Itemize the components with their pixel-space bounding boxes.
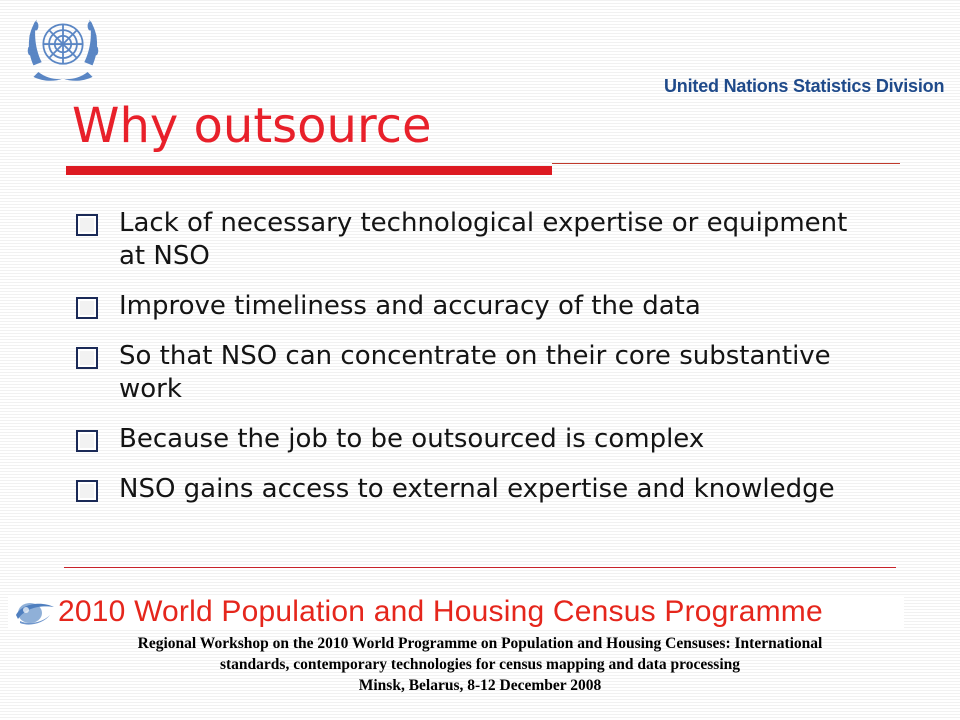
footer-line: standards, contemporary technologies for census mapping and data processing: [219, 656, 740, 673]
footer-divider: [64, 567, 896, 568]
bullet-text: Improve timeliness and accuracy of the data: [119, 291, 701, 321]
bullet-text: Lack of necessary technological expertise or equipment at NSO: [119, 208, 848, 271]
bullet-item: [76, 423, 856, 456]
bullet-list: [76, 207, 856, 523]
footer-line: Minsk, Belarus, 8-12 December 2008: [358, 677, 602, 694]
banner-title: 2010 World Population and Housing Census Programme: [58, 595, 823, 628]
bullet-item: [76, 290, 856, 323]
footer-line: Regional Workshop on the 2010 World Programme on Population and Housing Censuses: International: [137, 635, 823, 652]
organization-name: United Nations Statistics Division: [664, 76, 945, 96]
bullet-item: [76, 207, 856, 273]
census-programme-banner: [8, 595, 904, 629]
bullet-item: [76, 340, 856, 406]
bullet-text: NSO gains access to external expertise and knowledge: [119, 474, 835, 504]
title-underline: [66, 166, 552, 175]
checkbox-bullet-icon: [78, 216, 96, 234]
checkbox-bullet-icon: [78, 432, 96, 450]
bullet-text: Because the job to be outsourced is complex: [119, 424, 705, 454]
bullet-text: So that NSO can concentrate on their core substantive work: [119, 341, 831, 404]
title-rule: [552, 163, 900, 164]
slide-title: Why outsource: [72, 98, 432, 154]
un-emblem-icon: [22, 8, 104, 90]
globe-swirl-icon: [12, 597, 56, 627]
bullet-item: [76, 473, 856, 506]
footer: [0, 633, 960, 696]
checkbox-bullet-icon: [78, 482, 96, 500]
checkbox-bullet-icon: [78, 349, 96, 367]
checkbox-bullet-icon: [78, 299, 96, 317]
